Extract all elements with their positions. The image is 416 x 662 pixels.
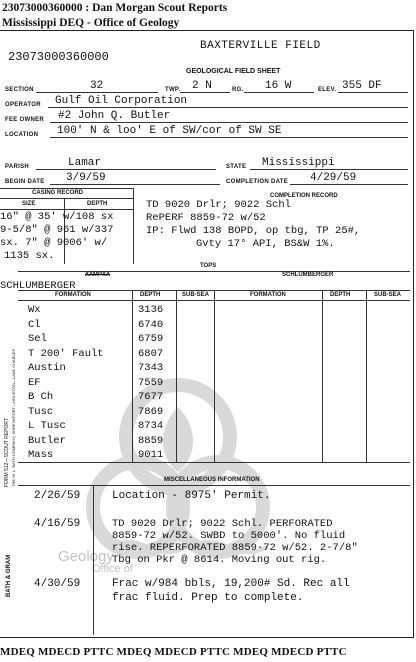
tops-formation-5: Austin — [28, 362, 66, 374]
tops-depth-6: 7559 — [138, 376, 164, 389]
twp-value: 2 N — [192, 80, 212, 92]
tops-left-source: SCHLUMBERGER — [0, 280, 76, 292]
begin-date-label: BEGIN DATE — [5, 179, 45, 185]
tops-depth-9: 8734 — [138, 420, 164, 432]
operator-value: Gulf Oil Corporation — [55, 95, 188, 107]
tops-depth-4: 6807 — [138, 347, 164, 360]
tops-formation-7: B Ch — [28, 391, 54, 403]
parish-value: Lamar — [68, 157, 102, 169]
completion-line-1: TD 9020 Drlr; 9022 Schl — [146, 199, 291, 211]
tops-left-source-struck: XXMPXX — [85, 272, 111, 278]
misc-date-2: 4/16/59 — [34, 518, 81, 530]
tops-formation-1: Wx — [28, 304, 41, 316]
operator-label: OPERATOR — [5, 102, 41, 108]
tops-subsea-header: SUB-SEA — [182, 292, 210, 298]
tops-formation-header: FORMATION — [55, 292, 91, 298]
casing-size-header: SIZE — [22, 201, 36, 207]
tops-formation-4: T 200' Fault — [28, 347, 104, 360]
tops-formation-3: Sel — [28, 333, 47, 345]
completion-record-title: COMPLETION RECORD — [270, 193, 338, 199]
field-name: BAXTERVILLE FIELD — [200, 40, 321, 52]
report-title: 23073000360000 : Dan Morgan Scout Reports — [2, 2, 228, 14]
tops-formation-8: Tusc — [28, 405, 54, 418]
misc-date-1: 2/26/59 — [34, 490, 81, 502]
permit-number: 23073000360000 — [8, 50, 109, 64]
section-value: 32 — [90, 80, 104, 92]
tops-formation-9: L Tusc — [28, 420, 66, 432]
misc-entry-2-line-3: rise. REPERFORATED 8859-72 w/52. 2-7/8" — [112, 542, 358, 554]
tops-subsea-header-2: SUB-SEA — [374, 292, 402, 298]
misc-entry-2-line-4: Tbg on Pkr @ 8614. Moving out rig. — [112, 554, 327, 566]
misc-entry-2-line-1: TD 9020 Drlr; 9022 Schl. PERFORATED — [112, 518, 333, 530]
tops-depth-7: 7677 — [138, 391, 164, 403]
tops-depth-10: 8859 — [138, 434, 164, 447]
location-label: LOCATION — [5, 132, 39, 138]
casing-row-2: 9-5/8" @ 961 w/337 — [0, 224, 114, 236]
tops-formation-11: Mass — [28, 449, 54, 461]
tops-depth-1: 3136 — [138, 304, 164, 316]
tops-depth-5: 7343 — [138, 362, 164, 374]
begin-date-value: 3/9/59 — [66, 172, 106, 184]
completion-line-3: IP: Flwd 138 BOPD, op tbg, TP 25#, — [146, 225, 361, 237]
elev-label: ELEV. — [318, 87, 337, 93]
completion-line-4: Gvty 17° API, BS&W 1%. — [196, 238, 335, 250]
completion-date-label: COMPLETION DATE — [226, 179, 289, 185]
tops-depth-header-2: DEPTH — [330, 292, 351, 298]
misc-entry-1-line-1: Location - 8975' Permit. — [112, 490, 271, 502]
tops-depth-header: DEPTH — [140, 292, 161, 298]
tops-title: TOPS — [200, 263, 217, 269]
tops-depth-3: 6759 — [138, 333, 164, 345]
casing-row-1: 16" @ 35' w/108 sx — [0, 211, 114, 223]
completion-date-value: 4/29/59 — [310, 172, 357, 184]
section-label: SECTION — [5, 87, 34, 93]
casing-record-title: CASING RECORD — [32, 190, 84, 196]
brand-logo-text: BATH & GRAM — [6, 554, 12, 597]
form-number-label: FORM 512—SCOUT REPORT — [4, 418, 10, 487]
tops-depth-8: 7869 — [138, 405, 164, 418]
tops-formation-6: EF — [28, 376, 41, 389]
completion-line-2: RePERF 8859-72 w/52 — [146, 212, 266, 224]
tops-formation-header-2: FORMATION — [250, 292, 286, 298]
misc-entry-3-line-1: Frac w/984 bbls, 19,200# Sd. Rec all — [112, 578, 350, 590]
casing-row-3: sx. 7" @ 9006' w/ — [0, 237, 108, 249]
fee-owner-value: #2 John Q. Butler — [58, 110, 171, 122]
fee-owner-label: FEE OWNER — [5, 117, 45, 123]
location-value: 100' N & loo' E of SW/cor of SW SE — [57, 125, 282, 137]
state-label: STATE — [226, 164, 247, 170]
publisher-label: THE W. L. BATH COMPANY, SHREVEPORT—HOUSTON—LAKE CHARLES — [11, 348, 16, 487]
state-value: Mississippi — [262, 157, 335, 169]
watermark-text-2: Office of — [92, 563, 133, 575]
casing-depth-header: DEPTH — [87, 201, 108, 207]
misc-entry-2-line-2: 8859-72 w/52. SWBD to 5000'. No fluid — [112, 530, 346, 542]
casing-row-4: 1135 sx. — [4, 250, 55, 262]
tops-formation-2: Cl — [28, 318, 41, 331]
elev-value: 355 DF — [342, 80, 382, 92]
report-subtitle: Mississippi DEQ - Office of Geology — [2, 17, 180, 29]
misc-date-3: 4/30/59 — [34, 578, 81, 590]
sheet-title: GEOLOGICAL FIELD SHEET — [186, 68, 281, 75]
twp-label: TWP. — [165, 87, 181, 93]
tops-depth-2: 6740 — [138, 318, 164, 331]
watermark-text-1: Geology — [58, 548, 114, 565]
parish-label: PARISH — [5, 164, 30, 170]
rg-label: RG. — [232, 87, 244, 93]
tops-depth-11: 9011 — [138, 449, 164, 461]
misc-entry-3-line-2: frac fluid. Prep to complete. — [112, 592, 304, 604]
rg-value: 16 W — [265, 80, 292, 92]
misc-title: MISCELLANEOUS INFORMATION — [164, 477, 260, 483]
tops-formation-10: Butler — [28, 434, 66, 447]
tops-right-source: SCHLUMBERGER — [282, 272, 334, 278]
footer-banner: MDEQ MDECD PTTC MDEQ MDECD PTTC MDEQ MDECD PTTC — [0, 646, 347, 658]
